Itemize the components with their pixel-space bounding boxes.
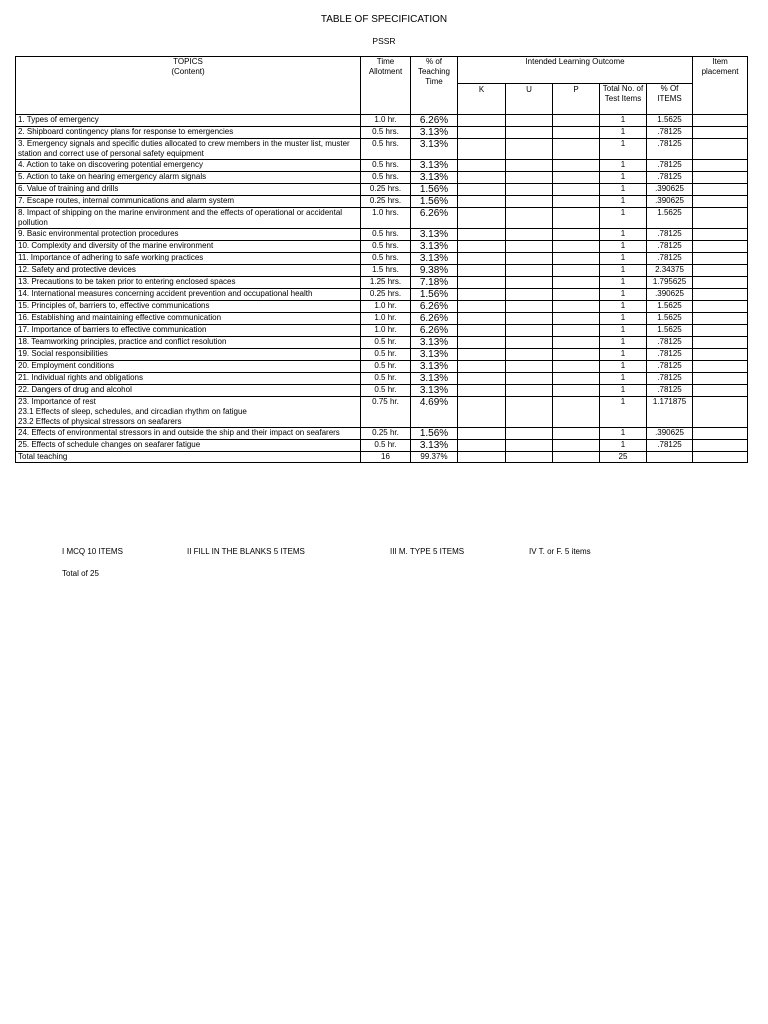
row-time: 0.5 hr. [361,440,411,452]
row-items: 1 [600,289,647,301]
row-pct: 6.26% [411,115,458,127]
row-placement [693,196,748,208]
totals-pct: 99.37% [411,452,458,463]
table-row [16,160,748,172]
row-pct: 3.13% [411,361,458,373]
row-placement [693,127,748,139]
row-pct-items: .78125 [647,139,693,160]
row-placement [693,241,748,253]
header-p: P [553,84,600,115]
row-u [506,241,553,253]
row-items: 1 [600,241,647,253]
table-row [16,253,748,265]
row-placement [693,289,748,301]
table-row [16,313,748,325]
table-row [16,139,748,160]
row-pct-items: .78125 [647,229,693,241]
row-pct: 3.13% [411,253,458,265]
table-row [16,208,748,229]
footer-part1: I MCQ 10 ITEMS [62,547,123,556]
row-pct-items: .78125 [647,349,693,361]
row-time: 0.5 hr. [361,349,411,361]
row-k [458,241,506,253]
row-placement [693,440,748,452]
row-placement [693,160,748,172]
totals-k [458,452,506,463]
specification-table [15,56,748,463]
row-k [458,184,506,196]
row-pct: 3.13% [411,337,458,349]
row-u [506,313,553,325]
row-placement [693,385,748,397]
table-row [16,265,748,277]
row-topic: 21. Individual rights and obligations [16,373,361,385]
row-time: 0.75 hr. [361,397,411,428]
row-p [553,325,600,337]
row-items: 1 [600,184,647,196]
table-row [16,361,748,373]
row-pct: 3.13% [411,139,458,160]
row-pct: 3.13% [411,127,458,139]
row-pct-items: .390625 [647,184,693,196]
row-p [553,373,600,385]
row-topic: 5. Action to take on hearing emergency alarm signals [16,172,361,184]
row-pct-items: .78125 [647,253,693,265]
row-pct: 6.26% [411,313,458,325]
row-pct: 6.26% [411,208,458,229]
row-pct: 3.13% [411,172,458,184]
row-time: 0.5 hr. [361,337,411,349]
row-placement [693,184,748,196]
row-pct-items: .78125 [647,440,693,452]
row-time: 0.5 hr. [361,385,411,397]
header-pct-items: % Of ITEMS [647,84,693,115]
row-topic: 3. Emergency signals and specific duties allocated to crew members in the muster list, muster station and correct use of personal safety equipment [16,139,361,160]
row-k [458,253,506,265]
row-p [553,115,600,127]
header-k: K [458,84,506,115]
row-p [553,397,600,428]
header-item-placement: Item placement [693,57,748,115]
row-placement [693,337,748,349]
header-topics-line2: (Content) [171,67,205,76]
row-p [553,196,600,208]
row-topic: 14. International measures concerning accident prevention and occupational health [16,289,361,301]
row-pct-items: 1.5625 [647,115,693,127]
row-placement [693,349,748,361]
row-placement [693,301,748,313]
totals-row [16,452,748,463]
row-items: 1 [600,229,647,241]
row-k [458,385,506,397]
row-k [458,115,506,127]
row-p [553,277,600,289]
row-placement [693,277,748,289]
table-row [16,196,748,208]
row-pct: 6.26% [411,301,458,313]
row-u [506,301,553,313]
row-time: 1.0 hr. [361,325,411,337]
row-pct: 3.13% [411,229,458,241]
row-items: 1 [600,397,647,428]
row-time: 0.25 hr. [361,428,411,440]
row-k [458,349,506,361]
row-p [553,253,600,265]
row-k [458,373,506,385]
row-placement [693,373,748,385]
row-topic: 1. Types of emergency [16,115,361,127]
row-time: 0.5 hr. [361,373,411,385]
row-u [506,289,553,301]
row-topic: 13. Precautions to be taken prior to entering enclosed spaces [16,277,361,289]
row-pct-items: .78125 [647,172,693,184]
row-k [458,325,506,337]
row-u [506,127,553,139]
row-items: 1 [600,208,647,229]
row-k [458,428,506,440]
row-pct: 3.13% [411,385,458,397]
row-k [458,397,506,428]
table-row [16,349,748,361]
row-topic: 20. Employment conditions [16,361,361,373]
row-items: 1 [600,115,647,127]
row-topic: 17. Importance of barriers to effective communication [16,325,361,337]
row-items: 1 [600,349,647,361]
row-items: 1 [600,385,647,397]
page-title: TABLE OF SPECIFICATION [320,14,448,25]
row-topic: 23. Importance of rest 23.1 Effects of sleep, schedules, and circadian rhythm on fatigue 23.2 Effects of physical stressors on seafarers [16,397,361,428]
row-items: 1 [600,337,647,349]
row-time: 1.25 hrs. [361,277,411,289]
row-time: 1.0 hr. [361,115,411,127]
header-total-items: Total No. of Test Items [600,84,647,115]
row-pct-items: .78125 [647,373,693,385]
row-u [506,160,553,172]
row-u [506,277,553,289]
row-topic: 4. Action to take on discovering potential emergency [16,160,361,172]
row-time: 1.0 hr. [361,301,411,313]
row-pct-items: 1.5625 [647,325,693,337]
totals-pct-items [647,452,693,463]
header-topics-line1: TOPICS [173,57,203,66]
row-time: 0.5 hrs. [361,139,411,160]
row-placement [693,172,748,184]
table-row [16,397,748,428]
table-row [16,172,748,184]
header-intended-outcome: Intended Learning Outcome [458,57,693,84]
footer-part3: III M. TYPE 5 ITEMS [390,547,465,556]
row-p [553,337,600,349]
row-p [553,385,600,397]
row-p [553,139,600,160]
row-topic: 11. Importance of adhering to safe working practices [16,253,361,265]
row-k [458,172,506,184]
row-topic: 12. Safety and protective devices [16,265,361,277]
totals-label: Total teaching [16,452,361,463]
row-time: 0.25 hrs. [361,196,411,208]
row-u [506,361,553,373]
row-topic: 2. Shipboard contingency plans for response to emergencies [16,127,361,139]
row-pct-items: .390625 [647,196,693,208]
row-pct-items: .78125 [647,337,693,349]
row-pct-items: 1.5625 [647,313,693,325]
row-items: 1 [600,301,647,313]
row-topic: 8. Impact of shipping on the marine environment and the effects of operational or accidental pollution [16,208,361,229]
row-placement [693,253,748,265]
totals-time: 16 [361,452,411,463]
row-items: 1 [600,160,647,172]
header-pct-teaching: % of Teaching Time [411,57,458,115]
row-u [506,196,553,208]
row-topic: 6. Value of training and drills [16,184,361,196]
row-p [553,208,600,229]
row-time: 0.5 hrs. [361,127,411,139]
row-k [458,127,506,139]
row-items: 1 [600,196,647,208]
totals-placement [693,452,748,463]
row-pct: 3.13% [411,373,458,385]
row-k [458,301,506,313]
row-u [506,325,553,337]
row-topic: 25. Effects of schedule changes on seafarer fatigue [16,440,361,452]
row-time: 0.25 hrs. [361,289,411,301]
row-pct: 9.38% [411,265,458,277]
row-pct: 1.56% [411,428,458,440]
header-u: U [506,84,553,115]
row-placement [693,313,748,325]
table-row [16,440,748,452]
row-items: 1 [600,139,647,160]
row-u [506,253,553,265]
table-row [16,301,748,313]
totals-items: 25 [600,452,647,463]
totals-u [506,452,553,463]
row-k [458,229,506,241]
row-time: 0.5 hr. [361,361,411,373]
row-p [553,349,600,361]
row-pct: 3.13% [411,160,458,172]
table-row [16,337,748,349]
row-u [506,184,553,196]
row-items: 1 [600,373,647,385]
row-topic: 22. Dangers of drug and alcohol [16,385,361,397]
row-time: 0.5 hrs. [361,160,411,172]
row-pct-items: 1.5625 [647,208,693,229]
row-placement [693,325,748,337]
row-time: 0.5 hrs. [361,172,411,184]
table-row [16,373,748,385]
row-time: 0.5 hrs. [361,253,411,265]
header-time-allotment: Time Allotment [361,57,411,115]
table-row [16,277,748,289]
row-time: 0.5 hrs. [361,229,411,241]
row-k [458,361,506,373]
row-pct: 4.69% [411,397,458,428]
row-topic: 15. Principles of, barriers to, effective communications [16,301,361,313]
row-pct: 7.18% [411,277,458,289]
row-time: 1.0 hr. [361,313,411,325]
row-u [506,428,553,440]
row-pct: 3.13% [411,241,458,253]
table-row [16,184,748,196]
table-row [16,115,748,127]
row-k [458,196,506,208]
totals-p [553,452,600,463]
table-row [16,289,748,301]
row-k [458,265,506,277]
row-u [506,139,553,160]
row-topic: 24. Effects of environmental stressors in and outside the ship and their impact on seafarers [16,428,361,440]
row-u [506,172,553,184]
row-placement [693,139,748,160]
row-pct-items: 1.5625 [647,301,693,313]
row-u [506,337,553,349]
row-u [506,373,553,385]
row-k [458,313,506,325]
row-time: 0.25 hrs. [361,184,411,196]
row-topic: 16. Establishing and maintaining effective communication [16,313,361,325]
row-pct: 3.13% [411,440,458,452]
row-u [506,265,553,277]
row-items: 1 [600,361,647,373]
row-pct: 3.13% [411,349,458,361]
row-placement [693,265,748,277]
row-pct: 1.56% [411,289,458,301]
row-p [553,241,600,253]
row-p [553,361,600,373]
row-items: 1 [600,253,647,265]
table-row [16,127,748,139]
row-k [458,208,506,229]
row-pct-items: .78125 [647,160,693,172]
row-items: 1 [600,428,647,440]
row-u [506,229,553,241]
row-p [553,313,600,325]
row-placement [693,428,748,440]
row-pct: 1.56% [411,196,458,208]
row-topic: 18. Teamworking principles, practice and conflict resolution [16,337,361,349]
row-items: 1 [600,325,647,337]
row-p [553,301,600,313]
header-topics [16,57,361,115]
row-time: 0.5 hrs. [361,241,411,253]
row-topic: 9. Basic environmental protection procedures [16,229,361,241]
row-topic: 19. Social responsibilities [16,349,361,361]
row-items: 1 [600,440,647,452]
row-time: 1.0 hrs. [361,208,411,229]
row-p [553,289,600,301]
row-p [553,184,600,196]
row-pct-items: .78125 [647,127,693,139]
row-pct-items: 1.795625 [647,277,693,289]
row-items: 1 [600,127,647,139]
table-row [16,428,748,440]
row-items: 1 [600,313,647,325]
row-k [458,440,506,452]
footer-total: Total of 25 [62,569,99,578]
table-row [16,325,748,337]
row-pct-items: .390625 [647,289,693,301]
row-k [458,139,506,160]
row-pct-items: .390625 [647,428,693,440]
row-p [553,265,600,277]
row-topic: 10. Complexity and diversity of the marine environment [16,241,361,253]
footer-part4: IV T. or F. 5 items [529,547,591,556]
row-pct-items: .78125 [647,361,693,373]
table-body [16,115,748,452]
row-u [506,208,553,229]
row-u [506,115,553,127]
row-p [553,440,600,452]
page-subtitle: PSSR [372,36,396,46]
row-placement [693,208,748,229]
row-placement [693,397,748,428]
row-u [506,349,553,361]
row-u [506,385,553,397]
row-p [553,127,600,139]
row-placement [693,361,748,373]
footer-part2: II FILL IN THE BLANKS 5 ITEMS [187,547,305,556]
table-row [16,229,748,241]
row-k [458,277,506,289]
row-placement [693,229,748,241]
row-k [458,289,506,301]
row-pct-items: 2.34375 [647,265,693,277]
row-pct: 1.56% [411,184,458,196]
row-topic: 7. Escape routes, internal communications and alarm system [16,196,361,208]
row-u [506,397,553,428]
table-row [16,241,748,253]
row-k [458,337,506,349]
row-placement [693,115,748,127]
table-row [16,385,748,397]
row-pct-items: .78125 [647,385,693,397]
row-pct-items: .78125 [647,241,693,253]
row-items: 1 [600,277,647,289]
row-p [553,229,600,241]
row-pct: 6.26% [411,325,458,337]
row-u [506,440,553,452]
row-p [553,160,600,172]
row-pct-items: 1.171875 [647,397,693,428]
row-items: 1 [600,265,647,277]
row-time: 1.5 hrs. [361,265,411,277]
row-p [553,172,600,184]
row-items: 1 [600,172,647,184]
row-k [458,160,506,172]
row-p [553,428,600,440]
